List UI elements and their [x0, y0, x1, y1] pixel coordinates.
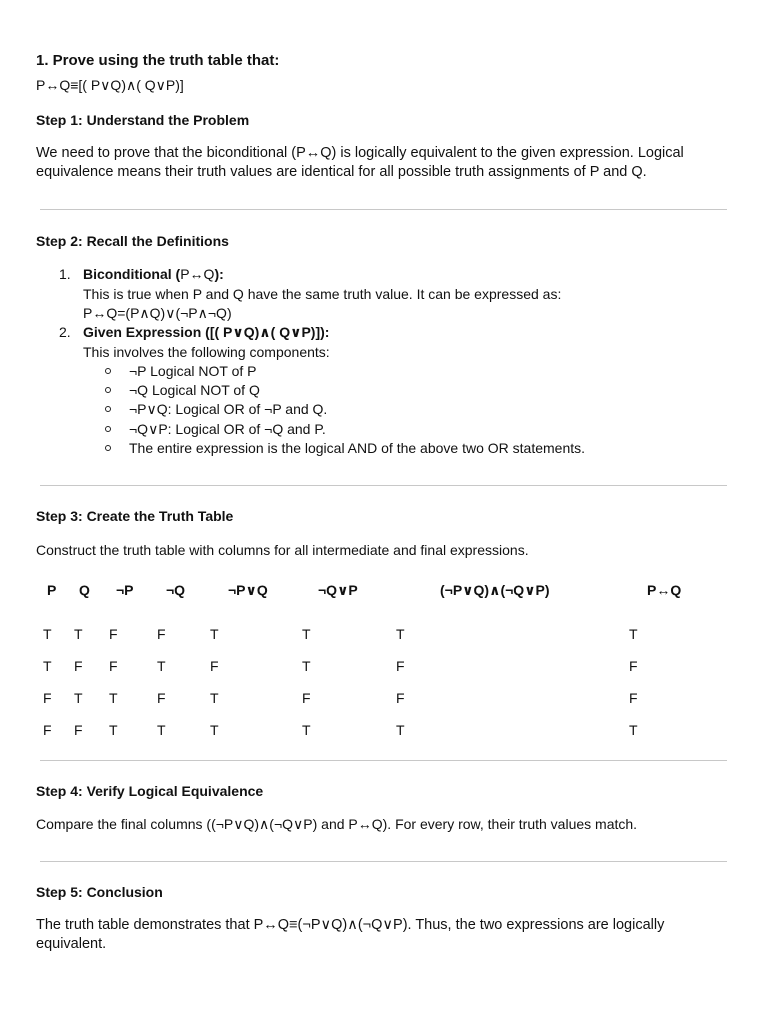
step2-heading: Step 2: Recall the Definitions: [36, 233, 229, 249]
table-cell: F: [629, 658, 638, 674]
table-cell: T: [210, 722, 219, 738]
step1-heading: Step 1: Understand the Problem: [36, 112, 250, 128]
biconditional-title: Biconditional (P↔Q):: [83, 266, 224, 282]
table-header: ¬P: [116, 582, 134, 598]
given-expression-desc: This involves the following components:: [83, 344, 330, 360]
step3-heading: Step 3: Create the Truth Table: [36, 508, 234, 524]
divider: [40, 485, 727, 486]
list-number: 2.: [59, 324, 71, 340]
list-item: The entire expression is the logical AND of the above two OR statements.: [129, 440, 586, 456]
table-cell: T: [157, 722, 166, 738]
bullet-icon: [105, 445, 111, 451]
table-cell: F: [43, 722, 52, 738]
table-cell: T: [210, 690, 219, 706]
table-cell: T: [74, 690, 83, 706]
table-cell: F: [74, 722, 83, 738]
given-expression-title: Given Expression ([( P∨Q)∧( Q∨P)]):: [83, 324, 330, 340]
table-cell: T: [157, 658, 166, 674]
table-cell: F: [74, 658, 83, 674]
table-cell: T: [109, 722, 118, 738]
table-cell: F: [109, 626, 118, 642]
step1-text: We need to prove that the biconditional (P↔Q) is logically equivalent to the given expression. Logical equivalence means their truth values are identical for all possible truth assignments of P and Q.: [36, 145, 684, 180]
table-cell: T: [109, 690, 118, 706]
table-cell: T: [396, 626, 405, 642]
step4-text: Compare the final columns ((¬P∨Q)∧(¬Q∨P) and P↔Q). For every row, their truth values match.: [36, 816, 638, 832]
table-cell: F: [210, 658, 219, 674]
step5-text: The truth table demonstrates that P↔Q≡(¬P∨Q)∧(¬Q∨P). Thus, the two expressions are logically equivalent.: [36, 917, 665, 952]
table-cell: T: [302, 626, 311, 642]
list-item: ¬P∨Q: Logical OR of ¬P and Q.: [129, 401, 328, 417]
table-cell: F: [629, 690, 638, 706]
bullet-icon: [105, 406, 111, 412]
step3-text: Construct the truth table with columns for all intermediate and final expressions.: [36, 542, 529, 558]
table-cell: T: [302, 722, 311, 738]
table-cell: T: [396, 722, 405, 738]
table-cell: F: [157, 690, 166, 706]
bullet-icon: [105, 387, 111, 393]
divider: [40, 861, 727, 862]
table-cell: T: [74, 626, 83, 642]
table-cell: T: [629, 722, 638, 738]
statement: P↔Q≡[( P∨Q)∧( Q∨P)]: [36, 77, 184, 93]
bullet-icon: [105, 368, 111, 374]
divider: [40, 760, 727, 761]
table-cell: T: [302, 658, 311, 674]
biconditional-formula: P↔Q=(P∧Q)∨(¬P∧¬Q): [83, 305, 232, 321]
table-cell: F: [396, 690, 405, 706]
table-cell: F: [109, 658, 118, 674]
table-cell: F: [157, 626, 166, 642]
table-cell: T: [629, 626, 638, 642]
table-cell: T: [43, 658, 52, 674]
step4-heading: Step 4: Verify Logical Equivalence: [36, 783, 264, 799]
table-cell: F: [43, 690, 52, 706]
table-header: Q: [79, 582, 90, 598]
table-header: P↔Q: [647, 582, 682, 598]
list-item: ¬Q∨P: Logical OR of ¬Q and P.: [129, 421, 326, 437]
biconditional-desc: This is true when P and Q have the same truth value. It can be expressed as:: [83, 286, 562, 302]
table-header: (¬P∨Q)∧(¬Q∨P): [440, 582, 550, 598]
list-item: ¬P Logical NOT of P: [129, 363, 257, 379]
table-cell: T: [43, 626, 52, 642]
table-header: ¬Q∨P: [318, 582, 358, 598]
list-number: 1.: [59, 266, 71, 282]
table-cell: T: [210, 626, 219, 642]
table-cell: F: [396, 658, 405, 674]
page-title: 1. Prove using the truth table that:: [36, 52, 280, 69]
bullet-icon: [105, 426, 111, 432]
table-header: ¬P∨Q: [228, 582, 268, 598]
table-header: P: [47, 582, 57, 598]
list-item: ¬Q Logical NOT of Q: [129, 382, 260, 398]
divider: [40, 209, 727, 210]
step5-heading: Step 5: Conclusion: [36, 884, 163, 900]
table-header: ¬Q: [166, 582, 186, 598]
table-cell: F: [302, 690, 311, 706]
